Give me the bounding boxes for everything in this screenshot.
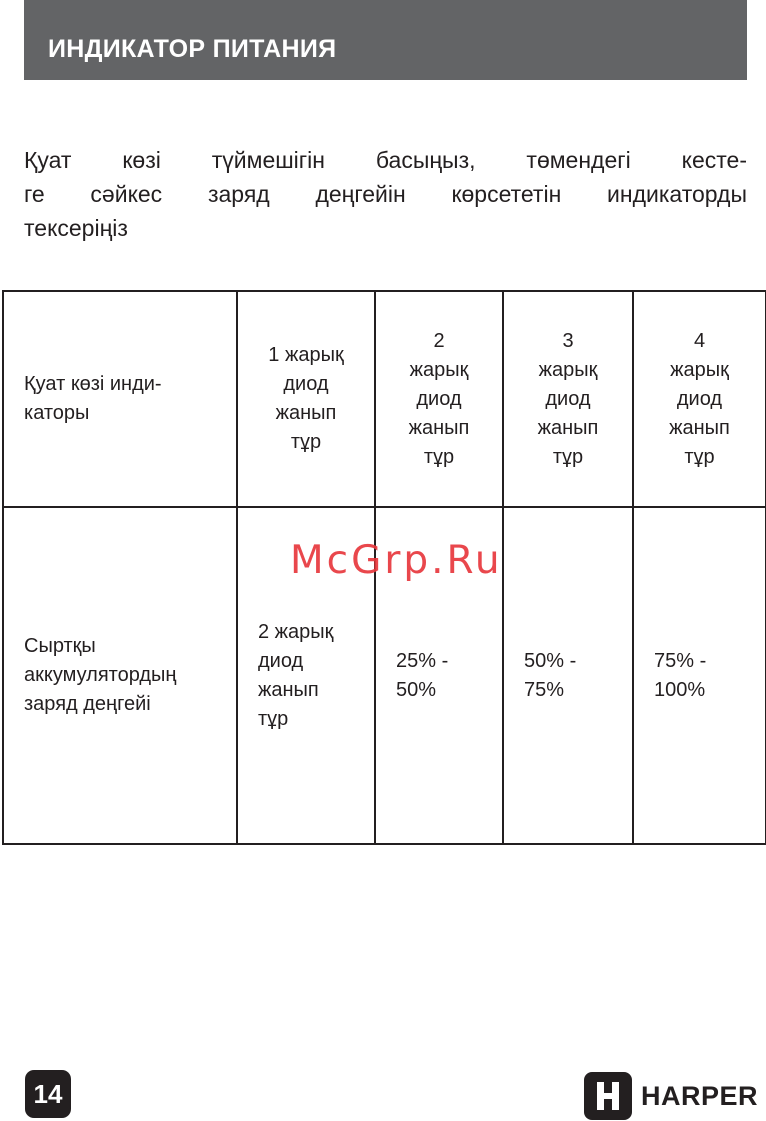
cell-line: диод (283, 373, 329, 395)
cell-line: 3 (562, 329, 574, 352)
cell-line: диод (676, 387, 723, 410)
cell-line: заряд деңгейі (24, 693, 151, 715)
watermark: McGrp.Ru (290, 538, 503, 583)
header-cell-3-led (503, 291, 633, 507)
cell-line: диод (545, 387, 591, 410)
header-cell-1-led (237, 291, 375, 507)
harper-h-icon (584, 1072, 632, 1120)
cell-line: 100% (654, 678, 706, 701)
cell-line: 1 жарық (268, 344, 344, 366)
value-cell-4-led (633, 507, 766, 844)
cell-line: 2 (433, 329, 445, 352)
value-cell-3-led (503, 507, 633, 844)
cell-line: жанып (258, 678, 319, 701)
cell-line: каторы (24, 402, 90, 424)
cell-line: Қуат көзі инди- (24, 373, 162, 395)
brand-name: HARPER (641, 1080, 759, 1111)
section-header-bar (24, 0, 747, 80)
intro-line-1: Қуат көзі түймешігін басыңыз, төмендегі кесте- (24, 147, 747, 173)
section-title: ИНДИКАТОР ПИТАНИЯ (48, 35, 337, 63)
cell-line: жанып (275, 402, 337, 424)
value-cell-charge-level-label (3, 507, 237, 844)
cell-line: жарық (409, 358, 469, 381)
cell-line: 50% - (524, 649, 577, 672)
header-cell-indicator (3, 291, 237, 507)
cell-line: аккумулятордың (24, 664, 177, 686)
header-cell-4-led (633, 291, 766, 507)
cell-line: 75% - (654, 649, 707, 672)
cell-line: 2 жарық (258, 620, 334, 643)
table-header-row (3, 291, 766, 507)
cell-line: диод (416, 387, 462, 410)
cell-line: жанып (408, 416, 470, 439)
cell-line: жарық (670, 358, 729, 381)
header-cell-2-led (375, 291, 503, 507)
cell-line: 25% - (396, 649, 449, 672)
cell-line: 50% (396, 678, 437, 701)
cell-line: жанып (537, 416, 599, 439)
intro-line-2: ге сәйкес заряд деңгейін көрсететін индикаторды (24, 181, 747, 207)
brand-logo (584, 1072, 758, 1120)
cell-line: жарық (538, 358, 598, 381)
cell-line: тұр (290, 431, 322, 453)
cell-line: 75% (524, 678, 565, 701)
cell-line: тұр (684, 445, 715, 468)
intro-paragraph (24, 143, 747, 245)
cell-line: тұр (423, 445, 455, 468)
cell-line: 4 (693, 329, 706, 352)
intro-line-3: тексеріңіз (24, 215, 128, 241)
page-number-badge: 14 (25, 1070, 71, 1118)
cell-line: жанып (669, 416, 730, 439)
cell-line: тұр (258, 707, 289, 730)
cell-line: Сыртқы (24, 635, 96, 657)
cell-line: тұр (552, 445, 584, 468)
cell-line: диод (258, 649, 304, 672)
